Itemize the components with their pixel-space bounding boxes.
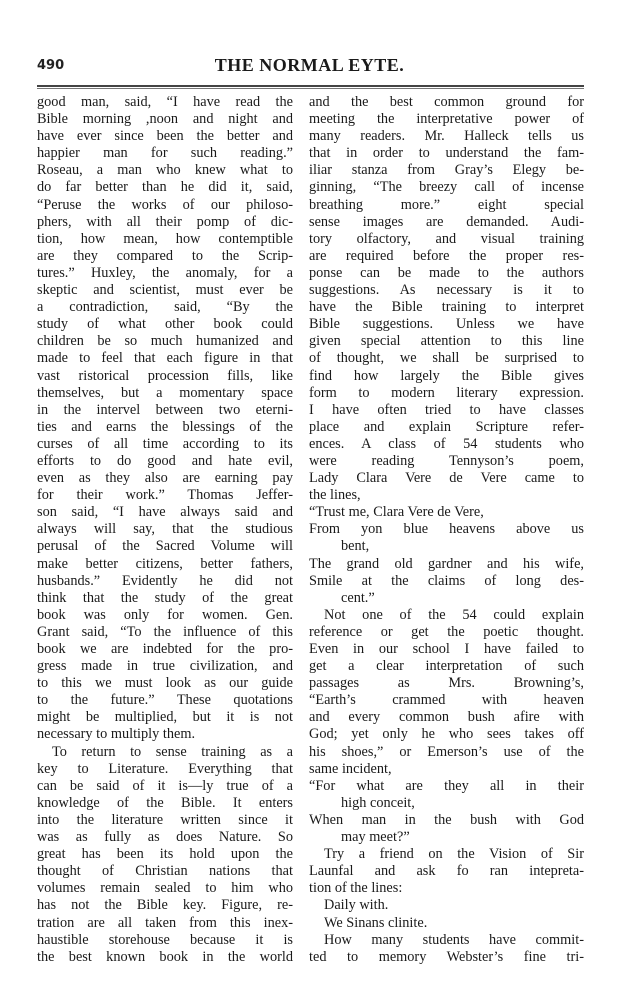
text-line: Try a friend on the Vision of Sir [324,846,584,863]
text-line: sense images are demanded. Audi- [309,213,584,230]
text-line: I have often tried to have classes [309,401,584,418]
text-line: has not the Bible key. Figure, re- [37,897,293,914]
text-line: Even in our school I have failed to [309,641,584,657]
text-line: phers, with all their pomp of dic- [37,213,293,230]
text-line: iliar stanza from Gray’s Elegy be- [309,162,584,179]
text-line: reference or get the poetic thought. [309,623,584,640]
text-line: even as they also are earning pay [37,470,293,487]
text-line: “Trust me, Clara Vere de Vere, [309,504,484,521]
text-line: knowledge of the Bible. It enters [37,794,293,811]
text-line: ponse can be made to the authors [309,264,584,281]
text-line: The grand old gardner and his wife, [309,555,584,572]
text-line: his shoes,” or Emerson’s use of the [309,743,584,760]
text-line: in the intervel between two eterni- [37,401,293,418]
text-line: that in order to understand the fam- [309,145,584,162]
text-line: form to modern literary expression. [309,384,584,401]
text-line: Bible morning ,noon and night and [37,111,293,128]
text-line: “For what are they all in their [309,777,584,794]
text-line: vast ristorical procession fills, like [37,367,293,384]
text-line: Bible suggestions. Unless we have [309,316,584,333]
text-line: tures.” Huxley, the anomaly, for a [37,264,293,281]
text-line: gress made in true civilization, and [37,658,293,675]
text-line: were reading Tennyson’s poem, [309,452,584,469]
text-line: Grant said, “To the influence of this [37,623,293,640]
text-line: ginning, “The breezy call of incense [309,179,584,196]
text-line: always will say, that the studious [37,521,293,538]
text-line: many readers. Mr. Halleck tells us [309,128,584,145]
text-line: son said, “I have always said and [37,504,293,521]
text-line: high conceit, [341,794,415,811]
text-line: have the Bible training to interpret [309,299,584,316]
text-line: How many students have commit- [324,931,584,948]
text-line: good man, said, “I have read the [37,94,293,110]
text-line: Roseau, a man who knew what to [37,162,293,179]
text-line: are they compared to the Scrip- [37,247,293,264]
text-line: think that the study of the great [37,589,293,606]
text-line: great has been its hold upon the [37,846,293,863]
text-line: the lines, [309,487,361,504]
text-line: We Sinans clinite. [324,914,428,931]
text-line: passages as Mrs. Browning’s, [309,675,584,692]
text-line: the best known book in the world [37,948,293,965]
text-line: Not one of the 54 could explain [324,606,584,623]
text-line: for their work.” Thomas Jeffer- [37,487,293,504]
text-line: necessary to multiply them. [37,726,196,743]
text-line: tration are all taken from this inex- [37,914,293,931]
text-line: perusal of the Sacred Volume will [37,538,293,555]
text-line: was as fully as does Nature. So [37,829,293,846]
text-line: thought of Christian nations that [37,863,293,880]
text-line: are required before the proper res- [309,247,584,264]
text-line: Lady Clara Vere de Vere came to [309,470,584,487]
text-line: and every common bush afire with [309,709,584,726]
text-line: haustible storehouse because it is [37,931,293,948]
text-line: into the literature written since it [37,811,293,828]
text-line: “Peruse the works of our philoso- [37,196,293,213]
text-line: themselves, but a momentary space [37,384,293,401]
text-line: skeptic and scientist, must ever be [37,282,293,299]
text-line: efforts to do good and hate evil, [37,452,293,469]
text-line: Smile at the claims of long des- [309,572,584,589]
text-line: happier man for such reading.” [37,145,293,162]
text-line: can be said of it is—ly true of a [37,777,293,794]
text-line: bent, [341,538,370,555]
text-line: ted to memory Webster’s fine tri- [309,948,584,965]
right-column [309,94,584,966]
text-line: To return to sense training as a [52,743,293,760]
text-line: to the future.” These quotations [37,692,293,709]
text-line: children be so much humanized and [37,333,293,350]
text-line: place and explain Scripture refer- [309,418,584,435]
page-number: 490 [37,58,65,73]
text-line: tion of the lines: [309,880,403,897]
text-line: made to feel that each figure in that [37,350,293,367]
text-line: volumes remain sealed to him who [37,880,293,897]
text-line: to this we must look as our guide [37,675,293,692]
text-line: same incident, [309,760,392,777]
text-line: book we are indebted for the pro- [37,641,293,657]
text-line: When man in the bush with God [309,811,584,828]
text-line: might be multiplied, but it is not [37,709,293,726]
text-line: have ever since been the better and [37,128,293,145]
text-line: tion, how mean, how contemptible [37,230,293,247]
text-line: do far better than he did it, said, [37,179,293,196]
text-line: study of what other book could [37,316,293,333]
text-line: get a clear interpretation of such [309,658,584,675]
text-line: find how largely the Bible gives [309,367,584,384]
text-line: cent.” [341,589,375,606]
text-line: book was only for women. Gen. [37,606,293,623]
text-line: given special attention to this line [309,333,584,350]
text-line: Launfal and ask fo ran intepreta- [309,863,584,880]
text-line: tory olfactory, and visual training [309,230,584,247]
text-line: of thought, we shall be surprised to [309,350,584,367]
text-line: From yon blue heavens above us [309,521,584,538]
header-rule [37,85,584,89]
text-line: meeting the interpretative power of [309,111,584,128]
text-line: and the best common ground for [309,94,584,110]
text-line: make better citizens, better fathers, [37,555,293,572]
left-column [37,94,293,966]
text-line: Daily with. [324,897,389,914]
text-line: “Earth’s crammed with heaven [309,692,584,709]
text-line: may meet?” [341,829,410,846]
text-line: key to Literature. Everything that [37,760,293,777]
text-line: curses of all time according to its [37,435,293,452]
text-line: suggestions. As necessary is it to [309,282,584,299]
text-line: husbands.” Evidently he did not [37,572,293,589]
text-line: ences. A class of 54 students who [309,435,584,452]
text-line: ties and earns the blessings of the [37,418,293,435]
text-line: God; yet only he who sees takes off [309,726,584,743]
text-line: a contradiction, said, “By the [37,299,293,316]
journal-title: THE NORMAL EYTE. [214,55,405,75]
text-line: breathing more.” eight special [309,196,584,213]
